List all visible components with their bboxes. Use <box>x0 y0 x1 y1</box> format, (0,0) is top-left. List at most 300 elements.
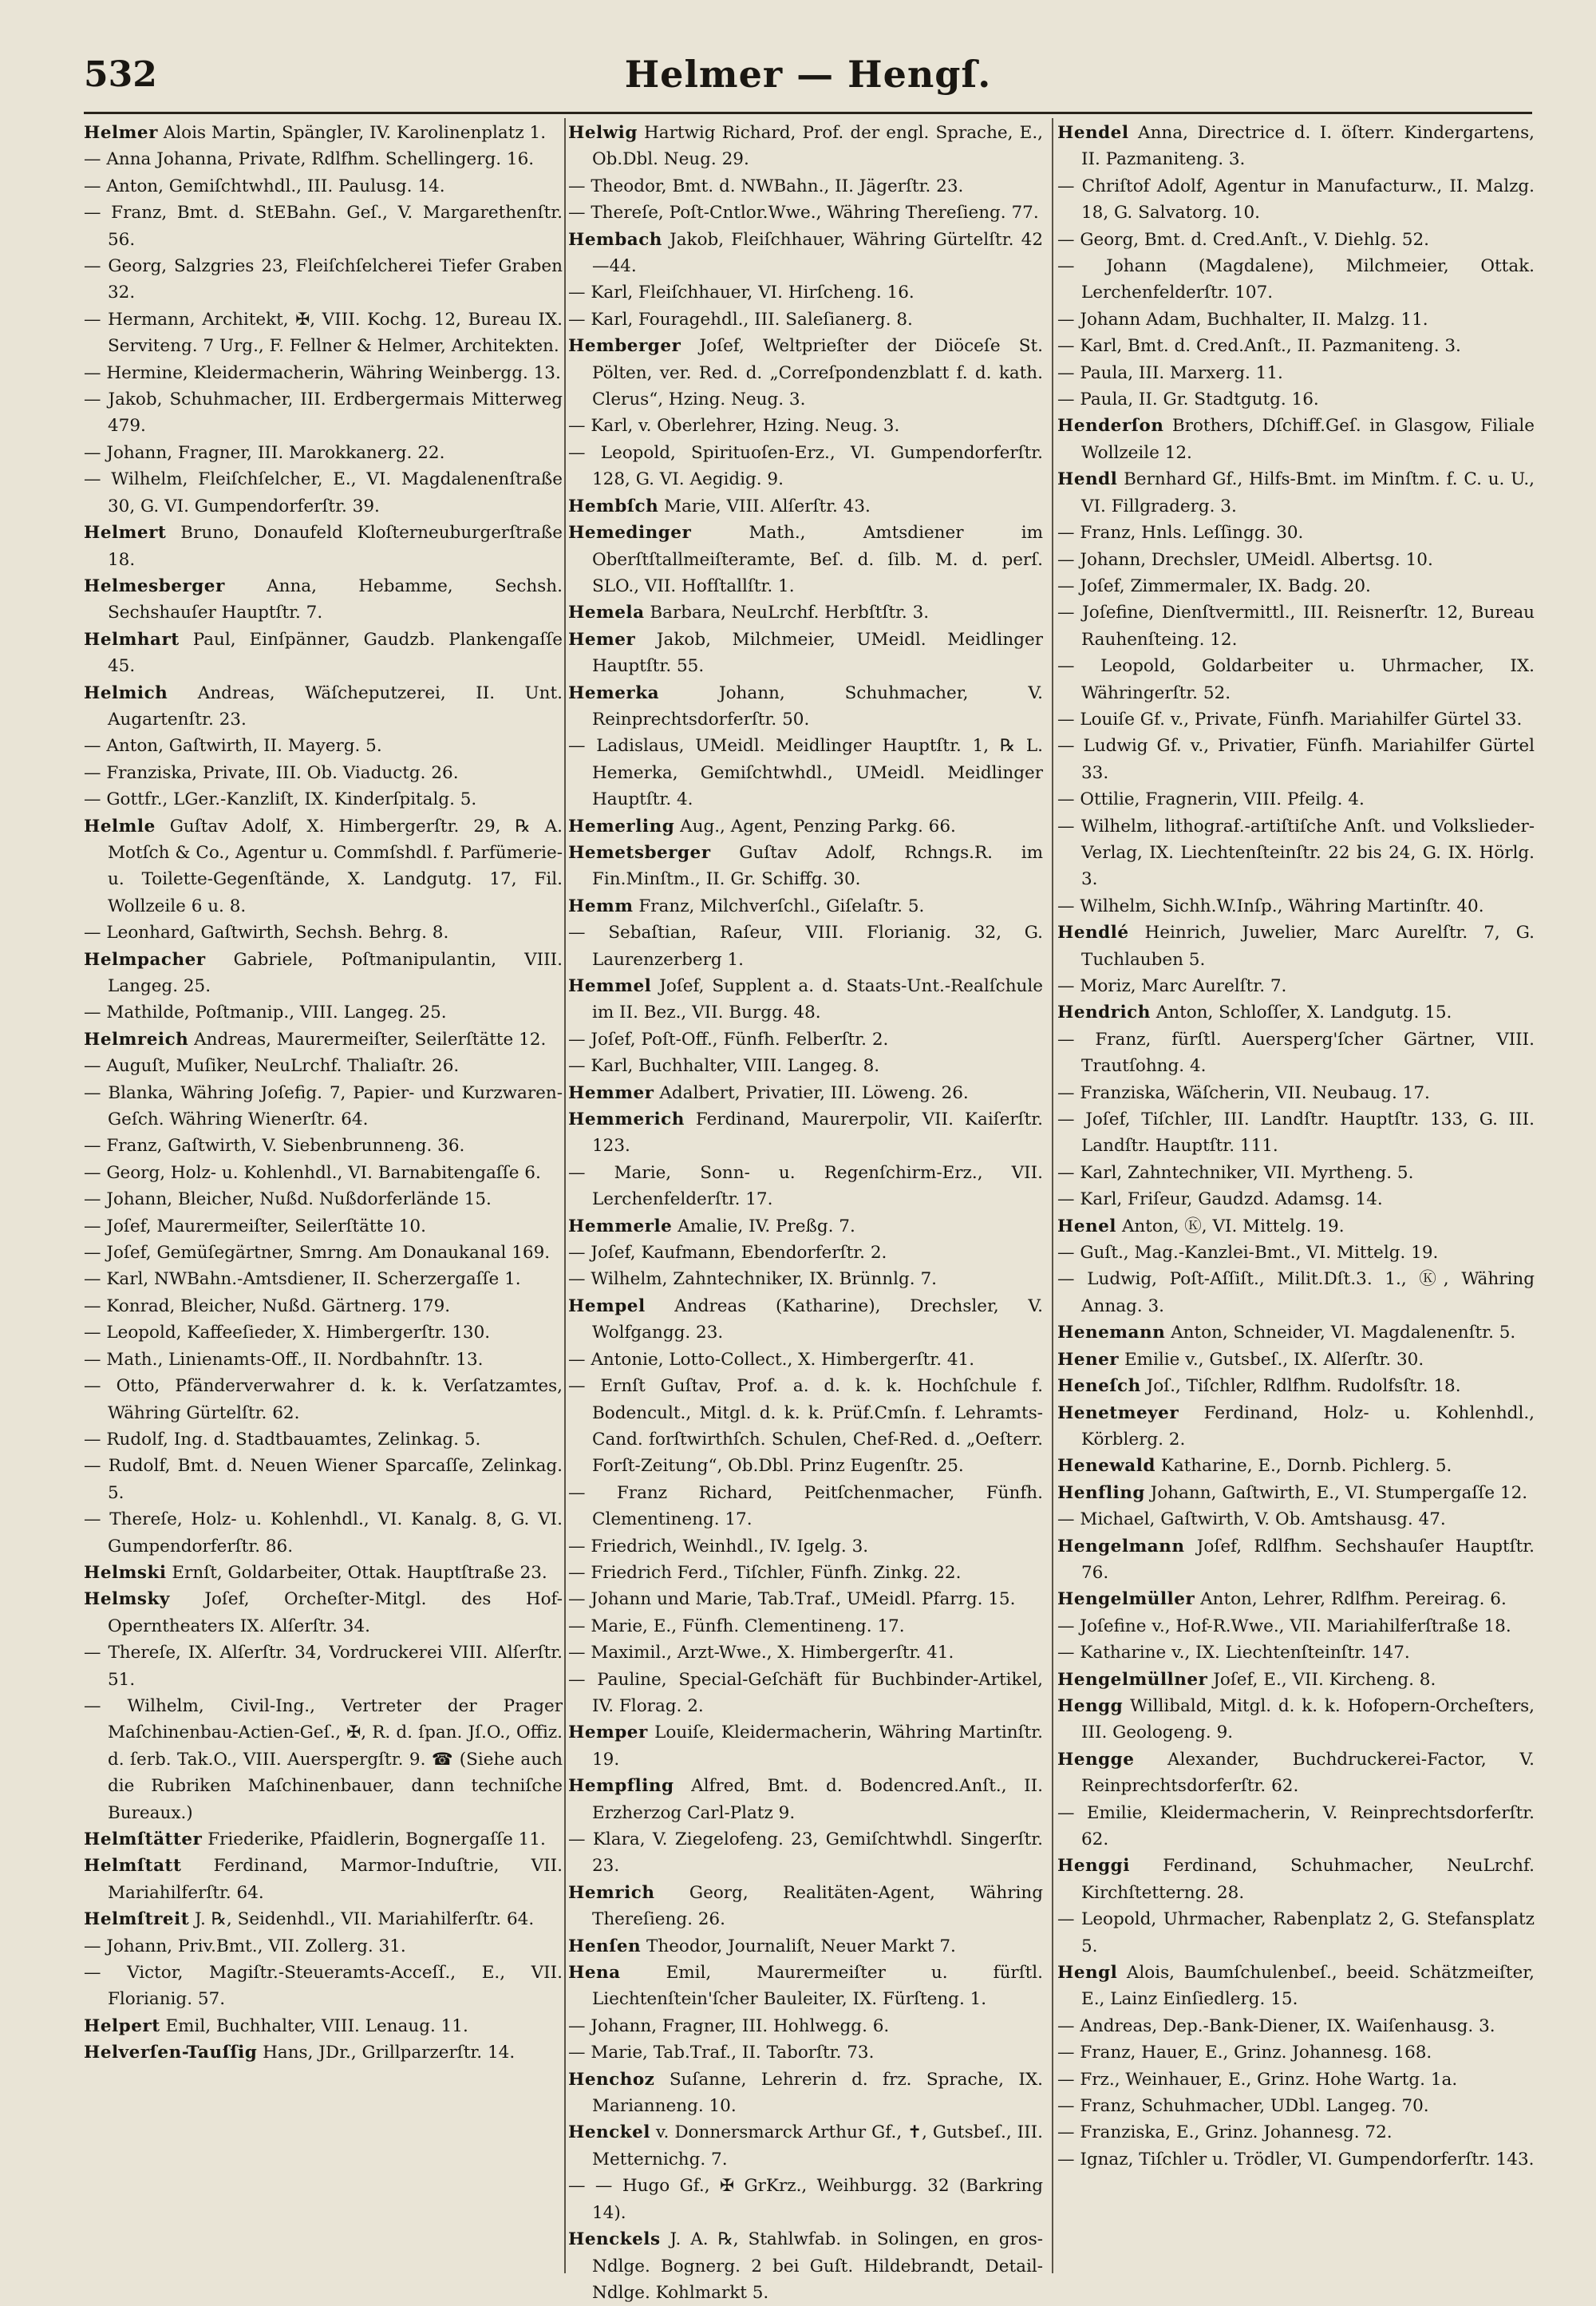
directory-entry <box>568 200 1043 226</box>
entry-text: — Paula, II. Gr. Stadtgutg. 16. <box>1057 390 1319 410</box>
directory-entry <box>568 1933 1043 1960</box>
entry-surname: Henewald <box>1057 1456 1156 1477</box>
directory-entry <box>568 1586 1043 1612</box>
entry-text: — Leopold, Kaffeeſieder, X. Himbergerſtr. 130. <box>84 1323 491 1343</box>
entry-text: Franz, Milchverſchl., Giſelaſtr. 5. <box>633 896 925 916</box>
entry-surname: Helmert <box>84 523 167 544</box>
entry-text: Heinrich, Juwelier, Marc Aurelſtr. 7, G. Tuchlauben 5. <box>1081 923 1535 970</box>
directory-entry <box>84 307 563 360</box>
entry-text: — Joſefine, Dienſtvermittl., III. Reisnerſtr. 12, Bureau Rauhenſteing. 12. <box>1057 603 1535 650</box>
entry-text: Johann, Schuhmacher, V. Reinprechtsdorferſtr. 50. <box>592 682 1043 730</box>
entry-text: — Karl, Fouragehdl., III. Saleſianerg. 8. <box>568 309 913 330</box>
entry-text: — Karl, Fleiſchhauer, VI. Hirſcheng. 16. <box>568 283 915 303</box>
entry-text: — Joſef, Tiſchler, III. Landſtr. Hauptſtr. 133, G. III. Landſtr. Hauptſtr. 111. <box>1057 1109 1535 1157</box>
entry-surname: Hembach <box>568 229 662 250</box>
directory-entry <box>1057 2146 1535 2173</box>
directory-entry <box>84 760 563 786</box>
entry-surname: Hengge <box>1057 1749 1135 1770</box>
entry-text: Johann, Gaſtwirth, E., VI. Stumpergaſſe 12. <box>1144 1482 1528 1503</box>
directory-entry <box>1057 520 1535 546</box>
entry-text: Marie, VIII. Alſerſtr. 43. <box>658 496 871 516</box>
entry-text: — Karl, v. Oberlehrer, Hzing. Neug. 3. <box>568 416 900 437</box>
entry-text: — Franz, fürſtl. Auersperg'ſcher Gärtner, VIII. Trautſohng. 4. <box>1057 1029 1535 1077</box>
entry-text: — Wilhelm, Civil-Ing., Vertreter der Prager Maſchinenbau-Actien-Geſ., ✠, R. d. ſpan. Jſ.O., Offiz. d. ſerb. Tak.O., VIII. Auerspergſtr. 9. ☎ (Siehe auch die Rubriken Maſchinenbauer, dann techniſche Bureaux.) <box>84 1695 563 1823</box>
entry-surname: Helmſtätter <box>84 1829 203 1849</box>
entry-text: — Franz Richard, Peitſchenmacher, Fünfh. Clementineng. 17. <box>568 1482 1043 1530</box>
directory-entry <box>568 1293 1043 1347</box>
entry-text: — Maximil., Arzt-Wwe., X. Himbergerſtr. 41. <box>568 1643 954 1663</box>
entry-text: — Thereſe, Holz- u. Kohlenhdl., VI. Kanalg. 8, G. VI. Gumpendorferſtr. 86. <box>84 1509 563 1556</box>
entry-text: — Marie, E., Fünfh. Clementineng. 17. <box>568 1616 905 1636</box>
entry-surname: Hemer <box>568 629 636 650</box>
entry-surname: Hembſch <box>568 496 659 516</box>
entry-text: Anton, Schloſſer, X. Landgutg. 15. <box>1150 1003 1452 1023</box>
entry-text: — Franz, Gaſtwirth, V. Siebenbrunneng. 36. <box>84 1136 465 1157</box>
entry-text: — Ludwig Gf. v., Privatier, Fünfh. Mariahilfer Gürtel 33. <box>1057 736 1535 783</box>
directory-entry <box>568 227 1043 280</box>
entry-surname: Helmle <box>84 816 156 837</box>
column-middle <box>568 120 1043 2303</box>
directory-entry <box>568 520 1043 599</box>
directory-entry <box>568 973 1043 1026</box>
entry-surname: Heneſch <box>1057 1376 1141 1397</box>
running-title: Helmer — Hengſ. <box>624 53 992 96</box>
entry-surname: Hengelmüllner <box>1057 1669 1208 1690</box>
entry-text: — Joſef, Gemüſegärtner, Smrng. Am Donaukanal 169. <box>84 1243 551 1264</box>
directory-entry <box>84 680 563 734</box>
entry-surname: Helmsky <box>84 1589 170 1610</box>
entry-text: — Konrad, Bleicher, Nußd. Gärtnerg. 179. <box>84 1295 451 1316</box>
directory-entry <box>568 813 1043 840</box>
entry-surname: Hemmerich <box>568 1109 685 1130</box>
directory-entry <box>84 1319 563 1346</box>
directory-entry <box>84 1453 563 1506</box>
entry-surname: Henſen <box>568 1936 642 1956</box>
directory-entry <box>1057 360 1535 386</box>
entry-text: Andreas (Katharine), Drechsler, V. Wolfgangg. 23. <box>592 1295 1043 1343</box>
entry-text: — Auguſt, Muſiker, NeuLrchf. Thaliaſtr. 26. <box>84 1056 460 1077</box>
directory-entry <box>568 2039 1043 2066</box>
entry-text: v. Donnersmarck Arthur Gf., ✝, Gutsbeſ., III. Metternichg. 7. <box>592 2122 1043 2170</box>
entry-text: Ferdinand, Maurerpolir, VII. Kaiſerſtr. 123. <box>592 1109 1043 1157</box>
entry-text: — Leonhard, Gaſtwirth, Sechsh. Behrg. 8. <box>84 923 449 943</box>
entry-text: — Leopold, Goldarbeiter u. Uhrmacher, IX. Währingerſtr. 52. <box>1057 656 1535 703</box>
directory-entry <box>568 1773 1043 1826</box>
entry-text: Alexander, Buchdruckerei-Factor, V. Reinprechtsdorferſtr. 62. <box>1081 1749 1535 1797</box>
entry-text: — Paula, III. Marxerg. 11. <box>1057 362 1283 383</box>
directory-entry <box>1057 1266 1535 1319</box>
directory-entry <box>568 733 1043 813</box>
directory-entry <box>1057 307 1535 333</box>
directory-entry <box>84 1826 563 1853</box>
directory-entry <box>1057 1186 1535 1212</box>
directory-entry <box>84 120 563 146</box>
directory-entry <box>1057 1106 1535 1160</box>
directory-entry <box>568 1266 1043 1292</box>
entry-text: Theodor, Journaliſt, Neuer Markt 7. <box>641 1936 956 1956</box>
entry-text: Georg, Realitäten-Agent, Währing Thereſieng. 26. <box>592 1882 1043 1930</box>
entry-text: — Karl, Friſeur, Gaudzd. Adamsg. 14. <box>1057 1189 1383 1210</box>
directory-entry <box>84 440 563 466</box>
entry-text: Amalie, IV. Preßg. 7. <box>672 1216 855 1236</box>
entry-text: Andreas, Wäſcheputzerei, II. Unt. Augartenſtr. 23. <box>108 682 563 730</box>
directory-entry <box>84 466 563 520</box>
directory-entry <box>568 1053 1043 1079</box>
entry-text: — Franziska, Private, III. Ob. Viaductg. 26. <box>84 762 459 783</box>
entry-text: Anton, Ⓚ, VI. Mittelg. 19. <box>1116 1216 1345 1236</box>
entry-text: — Joſef, Poſt-Off., Fünfh. Felberſtr. 2. <box>568 1029 889 1050</box>
entry-text: Ferdinand, Schuhmacher, NeuLrchf. Kirchſtetterng. 28. <box>1081 1856 1535 1903</box>
entry-text: — Hermine, Kleidermacherin, Währing Weinbergg. 13. <box>84 362 561 383</box>
entry-surname: Hemmerle <box>568 1216 673 1236</box>
directory-entry <box>84 1693 563 1826</box>
entry-text: — Karl, Bmt. d. Cred.Anſt., II. Pazmaniteng. 3. <box>1057 336 1461 357</box>
directory-entry <box>1057 1480 1535 1506</box>
directory-entry <box>1057 973 1535 999</box>
entry-text: — Franziska, Wäſcherin, VII. Neubaug. 17. <box>1057 1082 1430 1103</box>
entry-text: Emil, Buchhalter, VIII. Lenaug. 11. <box>160 2015 468 2036</box>
directory-entry <box>84 920 563 946</box>
entry-text: Joſef, Rdlfhm. Sechshauſer Hauptſtr. 76. <box>1081 1536 1535 1583</box>
directory-entry <box>1057 786 1535 813</box>
directory-entry <box>1057 227 1535 253</box>
entry-surname: Hemrich <box>568 1882 655 1903</box>
entry-text: — Hermann, Architekt, ✠, VIII. Kochg. 12, Bureau IX. Servitеng. 7 Urg., F. Fellner & Helmer, Architekten. <box>84 309 563 357</box>
directory-entry <box>1057 1240 1535 1266</box>
directory-entry <box>1057 653 1535 706</box>
directory-entry <box>1057 1506 1535 1533</box>
directory-entry <box>1057 920 1535 973</box>
directory-entry <box>84 386 563 440</box>
entry-surname: Hendrich <box>1057 1003 1151 1023</box>
directory-entry <box>568 840 1043 893</box>
directory-entry <box>84 1266 563 1292</box>
entry-text: — Guſt., Mag.-Kanzlei-Bmt., VI. Mittelg. 19. <box>1057 1243 1439 1264</box>
directory-entry <box>1057 1319 1535 1346</box>
entry-text: Ferdinand, Holz- u. Kohlenhdl., Körblerg. 2. <box>1081 1402 1535 1450</box>
directory-entry <box>84 1960 563 2013</box>
directory-entry <box>1057 386 1535 413</box>
entry-text: — Johann Adam, Buchhalter, II. Malzg. 11. <box>1057 309 1428 330</box>
entry-text: — Anton, Gemiſchtwhdl., III. Paulusg. 14. <box>84 176 445 196</box>
directory-entry <box>84 1053 563 1079</box>
directory-entry <box>84 360 563 386</box>
directory-entry <box>1057 1347 1535 1373</box>
entry-surname: Henfling <box>1057 1482 1145 1503</box>
entry-text: — Anton, Gaſtwirth, II. Mayerg. 5. <box>84 736 382 757</box>
directory-entry <box>1057 253 1535 307</box>
entry-text: Guſtav Adolf, Rchngs.R. im Fin.Minſtm., II. Gr. Schiffg. 30. <box>592 842 1043 890</box>
entry-surname: Hemetsberger <box>568 842 711 863</box>
entry-surname: Hendel <box>1057 123 1129 143</box>
entry-surname: Henemann <box>1057 1323 1166 1343</box>
entry-surname: Helmſtreit <box>84 1909 190 1930</box>
entry-text: — Marie, Tab.Traf., II. Taborſtr. 73. <box>568 2043 875 2063</box>
entry-surname: Hemmel <box>568 976 652 996</box>
directory-entry <box>1057 2093 1535 2119</box>
entry-text: — — Hugo Gf., ✠ GrKrz., Weihburgg. 32 (Barkring 14). <box>568 2176 1043 2223</box>
directory-entry <box>84 1560 563 1586</box>
directory-entry <box>568 279 1043 306</box>
entry-surname: Helwig <box>568 123 638 143</box>
directory-entry <box>1057 120 1535 173</box>
directory-entry <box>1057 1586 1535 1612</box>
directory-entry <box>84 999 563 1026</box>
directory-entry <box>1057 1613 1535 1640</box>
entry-text: Willibald, Mitgl. d. k. k. Hofopern-Orcheſters, III. Geologeng. 9. <box>1081 1695 1535 1743</box>
directory-entry <box>568 2226 1043 2306</box>
entry-text: — Georg, Holz- u. Kohlenhdl., VI. Barnabitengaſſe 6. <box>84 1162 541 1183</box>
directory-entry <box>1057 2013 1535 2039</box>
directory-entry <box>568 893 1043 920</box>
directory-entry <box>1057 1160 1535 1186</box>
entry-text: Friederike, Pfaidlerin, Bognergaſſe 11. <box>202 1829 546 1849</box>
directory-entry <box>1057 1800 1535 1853</box>
directory-entry <box>1057 1026 1535 1080</box>
entry-text: — Michael, Gaſtwirth, V. Ob. Amtshausg. 47. <box>1057 1509 1446 1530</box>
entry-text: — Sebaſtian, Raſeur, VIII. Florianig. 32, G. Laurenzerberg 1. <box>568 923 1043 970</box>
entry-text: Alois Martin, Spängler, IV. Karolinenplatz 1. <box>157 123 547 143</box>
directory-entry <box>1057 733 1535 786</box>
directory-entry <box>84 1026 563 1053</box>
entry-text: Brothers, Dſchiff.Geſ. in Glasgow, Filiale Wollzeile 12. <box>1081 416 1535 463</box>
entry-text: — Johann, Drechsler, UMeidl. Albertsg. 10. <box>1057 549 1433 570</box>
directory-entry <box>84 1213 563 1240</box>
directory-entry <box>568 680 1043 734</box>
entry-text: — Johann und Marie, Tab.Traf., UMeidl. Pfarrg. 15. <box>568 1589 1016 1610</box>
entry-text: J. A. ℞, Stahlwfab. in Solingen, en gros-Ndlge. Bognerg. 2 bei Guſt. Hildebrandt, Detail-Ndlge. Kohlmarkt 5. <box>592 2229 1043 2303</box>
entry-surname: Helpert <box>84 2015 160 2036</box>
directory-entry <box>1057 2119 1535 2146</box>
directory-entry <box>84 1293 563 1319</box>
directory-entry <box>568 1080 1043 1106</box>
entry-text: Louiſe, Kleidermacherin, Währing Martinſtr. 19. <box>592 1723 1043 1770</box>
directory-entry <box>84 1160 563 1186</box>
directory-entry <box>568 1880 1043 1933</box>
directory-entry <box>84 573 563 627</box>
entry-text: Hans, JDr., Grillparzerſtr. 14. <box>257 2043 516 2063</box>
directory-entry <box>84 2013 563 2039</box>
entry-text: — Victor, Magiſtr.-Steueramts-Acceſſ., E., VII. Florianig. 57. <box>84 1963 563 2010</box>
entry-text: Hartwig Richard, Prof. der engl. Sprache, E., Ob.Dbl. Neug. 29. <box>592 123 1043 170</box>
directory-entry <box>568 1373 1043 1480</box>
entry-text: Anton, Lehrer, Rdlfhm. Pereirag. 6. <box>1195 1589 1507 1610</box>
entry-text: Bernhard Gf., Hilfs-Bmt. im Minſtm. f. C. u. U., VI. Fillgraderg. 3. <box>1081 469 1535 516</box>
directory-entry <box>568 1613 1043 1640</box>
directory-entry <box>84 520 563 573</box>
entry-text: Alfred, Bmt. d. Bodencred.Anſt., II. Erzherzog Carl-Platz 9. <box>592 1776 1043 1823</box>
directory-entry <box>1057 413 1535 466</box>
entry-surname: Hemmer <box>568 1082 654 1103</box>
directory-entry <box>1057 599 1535 653</box>
directory-entry <box>568 307 1043 333</box>
directory-entry <box>84 1347 563 1373</box>
entry-text: Guſtav Adolf, X. Himbergerſtr. 29, ℞ A. Motſch & Co., Agentur u. Commſshdl. f. Parfümerie- u. Toilette-Gegenſtände, X. Landgutg. 17, Fil. Wollzeile 6 u. 8. <box>108 816 563 916</box>
directory-entry <box>1057 706 1535 733</box>
entry-text: Math., Amtsdiener im Oberſtſtallmeiſteramte, Beſ. d. ſilb. M. d. perſ. SLO., VII. Hofſtallſtr. 1. <box>592 523 1043 596</box>
directory-entry <box>1057 1960 1535 2013</box>
directory-entry <box>568 1560 1043 1586</box>
entry-text: Barbara, NeuLrchf. Herbſtſtr. 3. <box>644 603 930 623</box>
directory-entry <box>1057 893 1535 920</box>
directory-entry <box>568 1106 1043 1160</box>
directory-entry <box>84 813 563 920</box>
entry-text: Bruno, Donaufeld Kloſterneuburgerſtraße 18. <box>108 523 563 570</box>
directory-entry <box>1057 1213 1535 1240</box>
entry-text: Anna, Hebamme, Sechsh. Sechshauſer Hauptſtr. 7. <box>108 576 563 623</box>
entry-text: — Franz, Schuhmacher, UDbl. Langeg. 70. <box>1057 2096 1429 2117</box>
entry-surname: Hemerling <box>568 816 675 837</box>
entry-text: J. ℞, Seidenhdl., VII. Mariahilferſtr. 64. <box>189 1909 535 1930</box>
entry-text: Emilie v., Gutsbeſ., IX. Alſerſtr. 30. <box>1119 1349 1424 1370</box>
directory-entry <box>84 627 563 680</box>
entry-text: — Emilie, Kleidermacherin, V. Reinprechtsdorferſtr. 62. <box>1057 1802 1535 1849</box>
entry-text: — Antonie, Lotto-Collect., X. Himbergerſtr. 41. <box>568 1349 975 1370</box>
entry-text: — Ignaz, Tiſchler u. Trödler, VI. Gumpendorferſtr. 143. <box>1057 2149 1535 2170</box>
entry-surname: Hengelmann <box>1057 1536 1185 1556</box>
entry-text: — Jakob, Schuhmacher, III. Erdbergermais Mitterweg 479. <box>84 390 563 437</box>
directory-entry <box>84 1586 563 1640</box>
directory-entry <box>1057 173 1535 227</box>
entry-text: — Joſefine v., Hof-R.Wwe., VII. Mariahilferſtraße 18. <box>1057 1616 1511 1636</box>
entry-text: Anton, Schneider, VI. Magdalenenſtr. 5. <box>1165 1323 1516 1343</box>
directory-entry <box>568 1347 1043 1373</box>
entry-text: Joſef, Supplent a. d. Staats-Unt.-Realſchule im II. Bez., VII. Burgg. 48. <box>592 976 1043 1023</box>
entry-text: — Louiſe Gf. v., Private, Fünfh. Mariahilfer Gürtel 33. <box>1057 709 1523 730</box>
entry-surname: Helverſen-Tauſſig <box>84 2043 258 2063</box>
column-left <box>84 120 563 2275</box>
directory-entry <box>84 1186 563 1212</box>
entry-text: — Andreas, Dep.-Bank-Diener, IX. Waiſenhausg. 3. <box>1057 2015 1495 2036</box>
directory-entry <box>1057 1693 1535 1746</box>
directory-entry <box>1057 1453 1535 1479</box>
directory-entry <box>1057 999 1535 1026</box>
entry-text: — Gottfr., LGer.-Kanzliſt, IX. Kinderſpitalg. 5. <box>84 789 477 810</box>
entry-text: — Wilhelm, lithograf.-artiſtiſche Anſt. und Volkslieder-Verlag, IX. Liechtenſteinſtr. 22 bis 24, G. IX. Hörlg. 3. <box>1057 816 1535 890</box>
directory-entry <box>568 1480 1043 1533</box>
entry-text: — Johann, Fragner, III. Marokkanerg. 22. <box>84 442 445 463</box>
entry-surname: Hengelmüller <box>1057 1589 1195 1610</box>
entry-text: Adalbert, Privatier, III. Löweng. 26. <box>654 1082 969 1103</box>
directory-entry <box>1057 1373 1535 1399</box>
entry-surname: Helmreich <box>84 1029 189 1050</box>
entry-text: — Ludwig, Poſt-Aſſiſt., Milit.Dſt.3. 1., Ⓚ, Währing Annag. 3. <box>1057 1269 1535 1316</box>
directory-entry <box>1057 813 1535 893</box>
directory-entry <box>568 627 1043 680</box>
entry-text: — Johann, Fragner, III. Hohlwegg. 6. <box>568 2015 890 2036</box>
directory-entry <box>568 1826 1043 1880</box>
directory-entry <box>84 1426 563 1453</box>
directory-entry <box>84 2039 563 2066</box>
entry-text: Ferdinand, Marmor-Induſtrie, VII. Mariahilferſtr. 64. <box>108 1856 563 1903</box>
entry-text: — Joſef, Zimmermaler, IX. Badg. 20. <box>1057 576 1371 596</box>
entry-text: — Franz, Hauer, E., Grinz. Johannesg. 168. <box>1057 2043 1432 2063</box>
entry-text: — Georg, Salzgries 23, Fleiſchſelcherei Tiefer Graben 32. <box>84 256 563 303</box>
entry-text: — Franz, Bmt. d. StEBahn. Geſ., V. Margarethenſtr. 56. <box>84 203 563 250</box>
entry-text: — Thereſe, IX. Alſerſtr. 34, Vordruckerei VIII. Alſerſtr. 51. <box>84 1643 563 1690</box>
directory-entry <box>84 200 563 253</box>
entry-text: Emil, Maurermeiſter u. fürſtl. Liechtenſtein'ſcher Bauleiter, IX. Fürſteng. 1. <box>592 1963 1043 2010</box>
entry-text: Jakob, Milchmeier, UMeidl. Meidlinger Hauptſtr. 55. <box>592 629 1043 677</box>
entry-surname: Helmski <box>84 1562 167 1583</box>
directory-entry <box>84 1933 563 1960</box>
entry-surname: Hengg <box>1057 1695 1124 1716</box>
entry-text: — Anna Johanna, Private, Rdlfhm. Schellingerg. 16. <box>84 149 535 170</box>
directory-entry <box>84 1853 563 1906</box>
entry-surname: Helmpacher <box>84 949 206 970</box>
entry-text: — Rudolf, Bmt. d. Neuen Wiener Sparcaſſe, Zelinkag. 5. <box>84 1456 563 1503</box>
directory-entry <box>568 1960 1043 2013</box>
directory-entry <box>568 1533 1043 1560</box>
directory-entry <box>1057 1667 1535 1693</box>
entry-text: Anna, Directrice d. I. öſterr. Kindergartens, II. Pazmaniteng. 3. <box>1081 123 1535 170</box>
entry-text: — Klara, V. Ziegelofeng. 23, Gemiſchtwhdl. Singerſtr. 23. <box>568 1829 1043 1877</box>
entry-surname: Henetmeyer <box>1057 1402 1179 1423</box>
entry-text: Joſef, Orcheſter-Mitgl. des Hof-Operntheaters IX. Alſerſtr. 34. <box>108 1589 563 1636</box>
entry-text: — Leopold, Spirituoſen-Erz., VI. Gumpendorferſtr. 128, G. VI. Aegidig. 9. <box>568 442 1043 490</box>
entry-text: Katharine, E., Dornb. Pichlerg. 5. <box>1155 1456 1452 1477</box>
column-divider <box>1052 118 1053 2273</box>
entry-surname: Henel <box>1057 1216 1116 1236</box>
entry-text: — Math., Linienamts-Off., II. Nordbahnſtr. 13. <box>84 1349 484 1370</box>
entry-text: — Friedrich, Weinhdl., IV. Igelg. 3. <box>568 1536 869 1556</box>
entry-surname: Henckel <box>568 2122 650 2143</box>
entry-surname: Hendl <box>1057 469 1118 490</box>
directory-entry <box>568 440 1043 493</box>
directory-entry <box>84 173 563 200</box>
directory-entry <box>84 733 563 759</box>
entry-text: — Frz., Weinhauer, E., Grinz. Hohe Wartg. 1a. <box>1057 2069 1458 2090</box>
column-divider <box>564 118 566 2273</box>
column-right <box>1057 120 1535 2275</box>
entry-text: — Karl, NWBahn.-Amtsdiener, II. Scherzergaſſe 1. <box>84 1269 521 1290</box>
directory-entry <box>1057 1853 1535 1906</box>
directory-entry <box>84 786 563 813</box>
directory-entry <box>568 1640 1043 1666</box>
entry-surname: Hemerka <box>568 682 660 703</box>
entry-text: Alois, Baumſchulenbeſ., beeid. Schätzmeiſter, E., Lainz Einſiedlerg. 15. <box>1081 1963 1535 2010</box>
directory-entry <box>1057 466 1535 520</box>
header-rule <box>84 112 1532 114</box>
directory-entry <box>568 1240 1043 1266</box>
entry-surname: Hemm <box>568 896 634 916</box>
entry-text: — Joſef, Maurermeiſter, Seilerſtätte 10. <box>84 1216 426 1236</box>
entry-text: Suſanne, Lehrerin d. frz. Sprache, IX. Marianneng. 10. <box>592 2069 1043 2117</box>
page-header <box>84 49 1532 105</box>
entry-surname: Hemela <box>568 603 645 623</box>
directory-entry <box>84 1133 563 1159</box>
directory-entry <box>1057 1640 1535 1666</box>
entry-text: Gabriele, Poſtmanipulantin, VIII. Langeg. 25. <box>108 949 563 996</box>
directory-entry <box>568 2013 1043 2039</box>
entry-surname: Henggi <box>1057 1856 1130 1877</box>
entry-text: — Moriz, Marc Aurelſtr. 7. <box>1057 976 1287 996</box>
entry-text: Jakob, Fleiſchhauer, Währing Gürtelſtr. 42—44. <box>592 229 1043 277</box>
directory-entry <box>1057 547 1535 573</box>
entry-surname: Hemper <box>568 1723 648 1743</box>
directory-entry <box>568 2119 1043 2173</box>
entry-text: — Karl, Zahntechniker, VII. Myrtheng. 5. <box>1057 1162 1414 1183</box>
entry-text: — Wilhelm, Zahntechniker, IX. Brünnlg. 7. <box>568 1269 937 1290</box>
entry-text: — Katharine v., IX. Liechtenſteinſtr. 147. <box>1057 1643 1410 1663</box>
entry-text: — Ernſt Guſtav, Prof. a. d. k. k. Hochſchule f. Bodencult., Mitgl. d. k. k. Prüf.Cmſn. f. Lehramts-Cand. forſtwirthſch. Schulen, Chef-Red. d. „Oeſterr. Forſt-Zeitung“, Ob.Dbl. Prinz Eugenſtr. 25. <box>568 1376 1043 1477</box>
entry-text: — Ladislaus, UMeidl. Meidlinger Hauptſtr. 1, ℞ L. Hemerka, Gemiſchtwhdl., UMeidl. Meidlinger Hauptſtr. 4. <box>568 736 1043 810</box>
entry-text: — Rudolf, Ing. d. Stadtbauamtes, Zelinkag. 5. <box>84 1429 481 1450</box>
directory-entry <box>1057 333 1535 359</box>
directory-entry <box>568 173 1043 200</box>
directory-entry <box>1057 573 1535 599</box>
entry-surname: Helmhart <box>84 629 180 650</box>
